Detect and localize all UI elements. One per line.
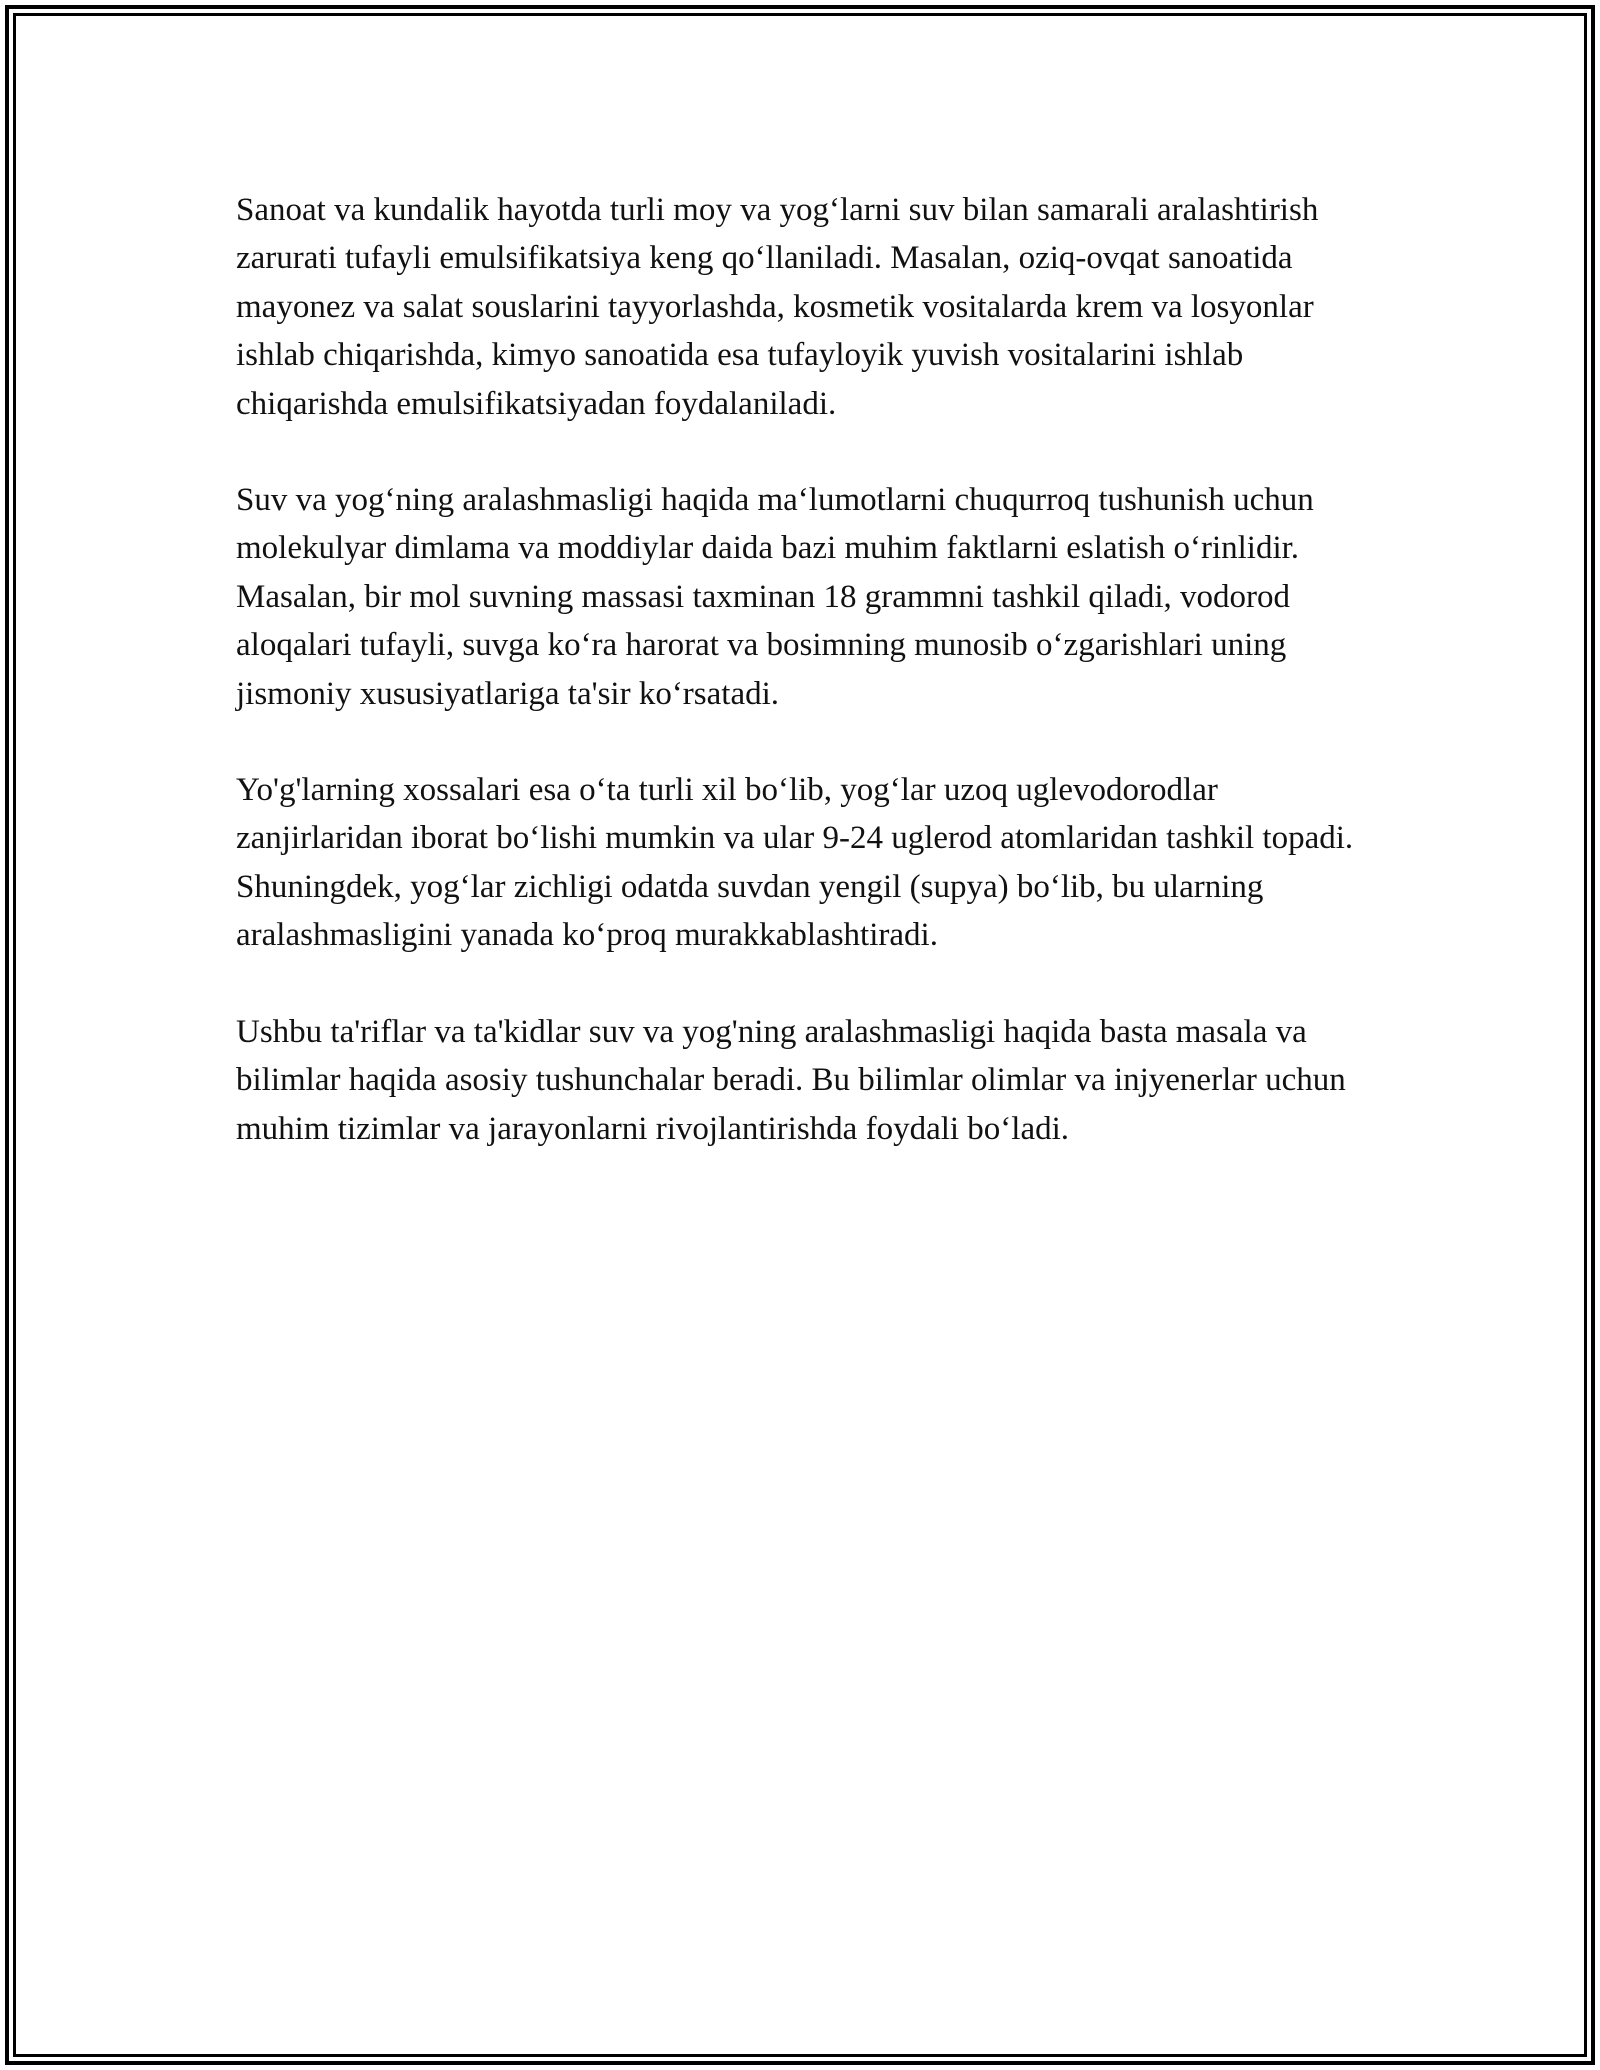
document-body [236, 186, 1376, 1201]
paragraph-conclusion: Ushbu ta'riflar va ta'kidlar suv va yog'ning aralashmasligi haqida basta masala va bilimlar haqida asosiy tushunchalar beradi. Bu bilimlar olimlar va injyenerlar uchun muhim tizimlar va jarayonlarni rivojlantirishda foydali bo‘ladi. [236, 1013, 1346, 1147]
paragraph-oil-properties: Yo'g'larning xossalari esa o‘ta turli xil bo‘lib, yog‘lar uzoq uglevodorodlar zanjirlaridan iborat bo‘lishi mumkin va ular 9-24 uglerod atomlaridan tashkil topadi. Shuningdek, yog‘lar zichligi odatda suvdan yengil (supya) bo‘lib, bu ularning aralashmasligini yanada ko‘proq murakkablashtiradi. [236, 772, 1354, 954]
paragraph-water-properties: Suv va yog‘ning aralashmasligi haqida ma‘lumotlarni chuqurroq tushunish uchun molekulyar dimlama va moddiylar daida bazi muhim faktlarni eslatish o‘rinlidir. Masalan, bir mol suvning massasi taxminan 18 grammni tashkil qiladi, vodorod aloqalari tufayli, suvga ko‘ra harorat va bosimning munosib o‘zgarishlari uning jismoniy xususiyatlariga ta'sir ko‘rsatadi. [236, 482, 1314, 712]
paragraph-emulsification-uses: Sanoat va kundalik hayotda turli moy va yog‘larni suv bilan samarali aralashtirish zarurati tufayli emulsifikatsiya keng qo‘llaniladi. Masalan, oziq-ovqat sanoatida mayonez va salat souslarini tayyorlashda, kosmetik vositalarda krem va losyonlar ishlab chiqarishda, kimyo sanoatida esa tufayloyik yuvish vositalarini ishlab chiqarishda emulsifikatsiyadan foydalaniladi. [236, 192, 1319, 422]
